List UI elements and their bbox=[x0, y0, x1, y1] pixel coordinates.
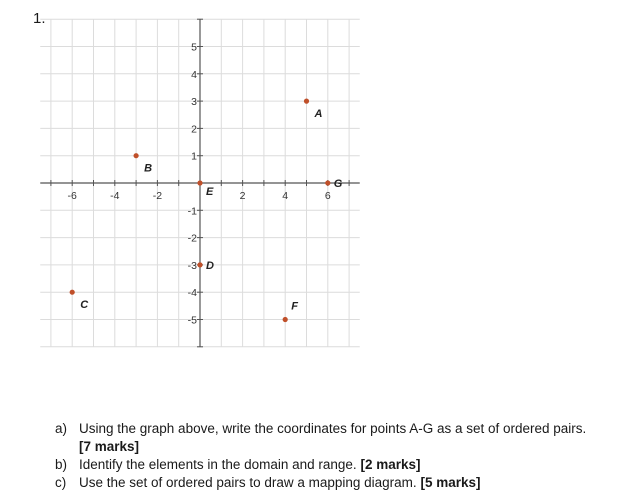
point-b bbox=[134, 153, 139, 158]
x-tick-label: -2 bbox=[152, 190, 163, 202]
point-label-d: D bbox=[206, 259, 214, 272]
question-list bbox=[55, 420, 625, 492]
y-tick-label: 1 bbox=[191, 150, 197, 163]
question-c-text: Use the set of ordered pairs to draw a mapping diagram. bbox=[79, 475, 417, 490]
point-f bbox=[283, 317, 288, 322]
y-tick-label: -3 bbox=[187, 259, 197, 272]
question-c-marks: [5 marks] bbox=[420, 475, 481, 490]
question-b-marks: [2 marks] bbox=[360, 457, 421, 472]
question-number: 1. bbox=[33, 10, 46, 27]
x-tick-label: -4 bbox=[110, 190, 120, 202]
y-tick-label: 3 bbox=[191, 96, 197, 109]
y-tick-label: 5 bbox=[191, 41, 197, 54]
y-tick-label: -2 bbox=[187, 232, 197, 245]
point-label-e: E bbox=[206, 186, 214, 198]
point-label-f: F bbox=[291, 300, 298, 313]
y-tick-label: -4 bbox=[187, 287, 197, 300]
question-a-text: Using the graph above, write the coordinates for points A-G as a set of ordered pairs. bbox=[79, 421, 587, 436]
question-c bbox=[55, 474, 625, 492]
question-a bbox=[55, 420, 625, 456]
point-label-c: C bbox=[80, 299, 89, 312]
question-b bbox=[55, 456, 625, 474]
question-a-marks: [7 marks] bbox=[79, 439, 140, 454]
y-tick-label: 2 bbox=[191, 123, 197, 136]
point-label-b: B bbox=[144, 162, 153, 175]
x-tick-label: -6 bbox=[67, 190, 77, 202]
question-a-label: a) bbox=[55, 421, 68, 436]
x-tick-label: 4 bbox=[282, 190, 289, 202]
point-label-g: G bbox=[333, 178, 343, 190]
x-tick-label: 6 bbox=[324, 190, 331, 202]
y-tick-label: 4 bbox=[191, 68, 197, 81]
question-c-label: c) bbox=[55, 475, 67, 490]
y-tick-label: -5 bbox=[187, 314, 197, 327]
x-tick-label: 2 bbox=[239, 190, 246, 202]
point-e bbox=[197, 180, 202, 185]
point-g bbox=[325, 180, 330, 185]
question-b-label: b) bbox=[55, 457, 68, 472]
question-b-text: Identify the elements in the domain and range. bbox=[79, 457, 357, 472]
point-c bbox=[70, 290, 75, 295]
point-label-a: A bbox=[314, 108, 323, 121]
point-a bbox=[304, 99, 309, 104]
point-d bbox=[197, 262, 202, 267]
y-tick-label: -1 bbox=[187, 205, 197, 218]
